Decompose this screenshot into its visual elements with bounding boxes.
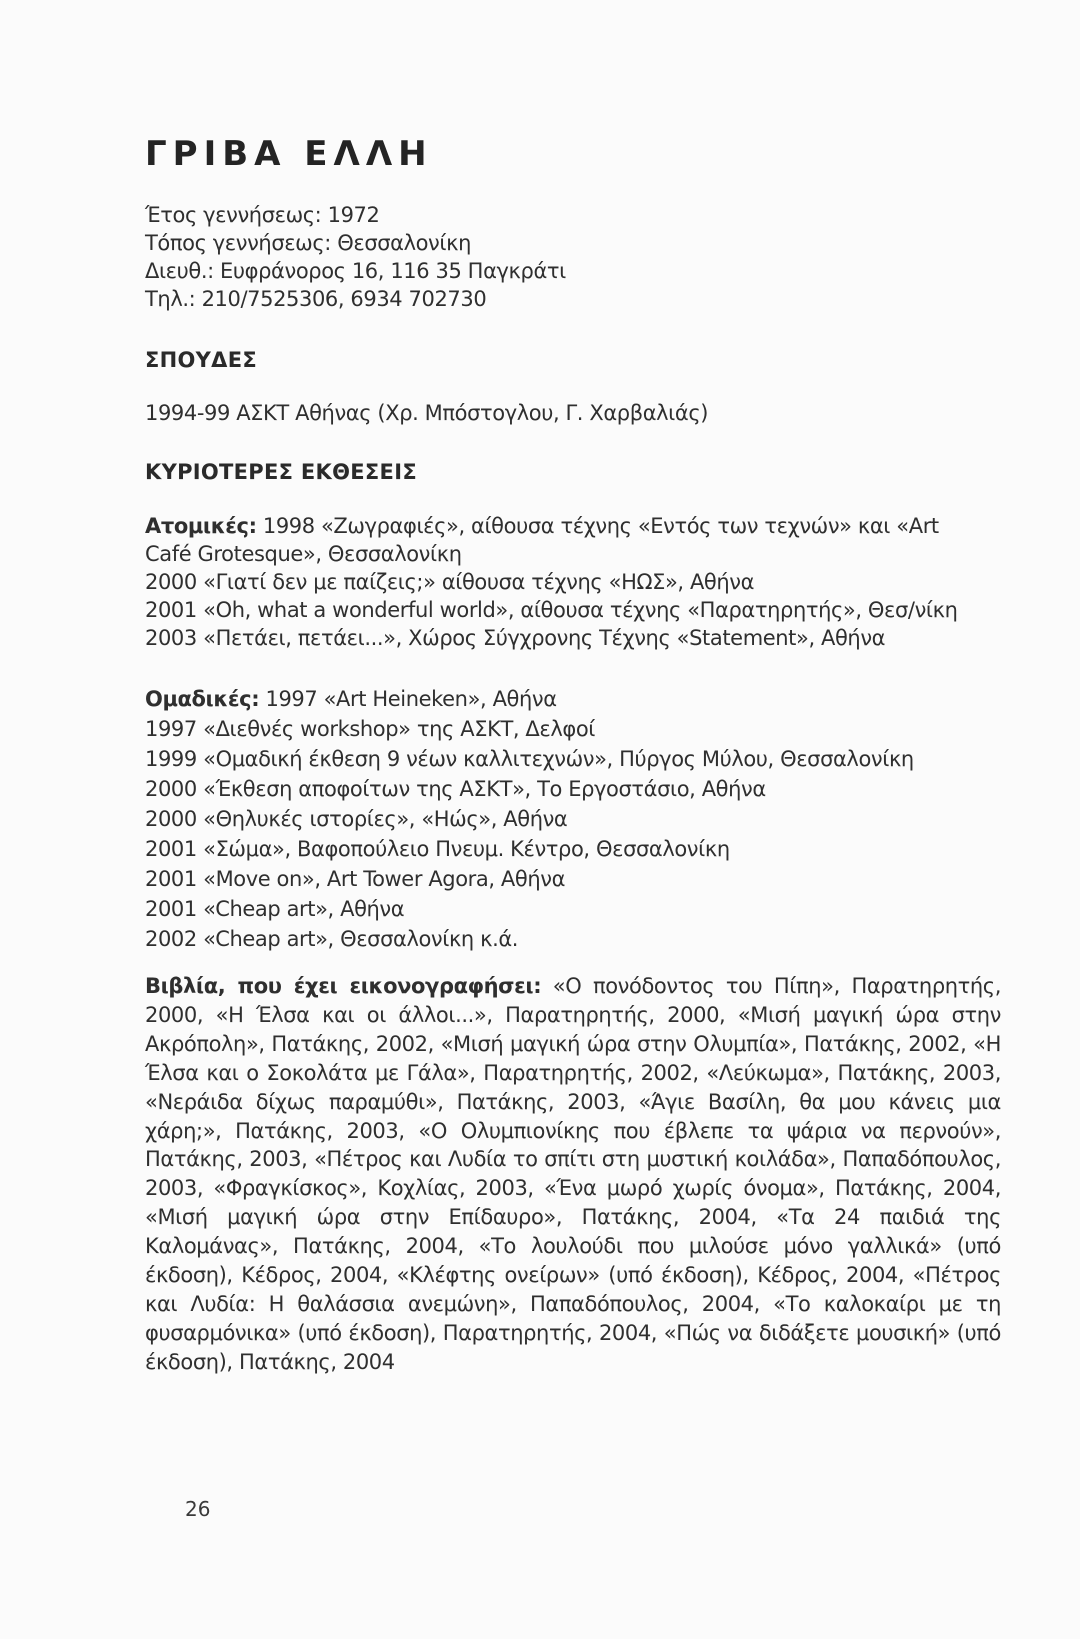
- books-label: Βιβλία, που έχει εικονογραφήσει:: [145, 974, 542, 998]
- address: Διευθ.: Ευφράνορος 16, 116 35 Παγκράτι: [145, 259, 566, 283]
- solo-exhibition-line: 2003 «Πετάει, πετάει...», Χώρος Σύγχρονης Τέχνης «Statement», Αθήνα: [145, 626, 886, 650]
- studies-heading: ΣΠΟΥΔΕΣ: [145, 348, 258, 372]
- group-exhibition-line: 2000 «Έκθεση αποφοίτων της ΑΣΚΤ», Το Εργοστάσιο, Αθήνα: [145, 777, 766, 801]
- studies-text: 1994-99 ΑΣΚΤ Αθήνας (Χρ. Μπόστογλου, Γ. Χαρβαλιάς): [145, 401, 709, 425]
- group-first-entry: 1997 «Art Heineken», Αθήνα: [259, 687, 557, 711]
- group-exhibition-line: 2001 «Σώμα», Βαφοπούλειο Πνευμ. Κέντρο, Θεσσαλονίκη: [145, 837, 730, 861]
- solo-exhibition-line: 2001 «Oh, what a wonderful world», αίθουσα τέχνης «Παρατηρητής», Θεσ/νίκη: [145, 598, 958, 622]
- page-number: 26: [185, 1497, 211, 1521]
- group-exhibition-line: 2000 «Θηλυκές ιστορίες», «Ηώς», Αθήνα: [145, 807, 568, 831]
- group-exhibition-line: 1999 «Ομαδική έκθεση 9 νέων καλλιτεχνών», Πύργος Μύλου, Θεσσαλονίκη: [145, 747, 914, 771]
- solo-label: Ατομικές:: [145, 514, 257, 538]
- solo-exhibition-line: 2000 «Γιατί δεν με παίζεις;» αίθουσα τέχνης «ΗΩΣ», Αθήνα: [145, 570, 755, 594]
- group-exhibition-line: 2001 «Cheap art», Αθήνα: [145, 897, 405, 921]
- birth-place: Τόπος γεννήσεως: Θεσσαλονίκη: [145, 231, 471, 255]
- birth-year: Έτος γεννήσεως: 1972: [145, 203, 380, 227]
- group-exhibition-line: 1997 «Διεθνές workshop» της ΑΣΚΤ, Δελφοί: [145, 717, 595, 741]
- solo-exhibition-line: Café Grotesque», Θεσσαλονίκη: [145, 542, 462, 566]
- books-list: «Ο πονόδοντος του Πίπη», Παρατηρητής, 2000, «Η Έλσα και οι άλλοι...», Παρατηρητής, 2000, «Μισή μαγική ώρα στην Ακρόπολη», Πατάκης, 2002, «Μισή μαγική ώρα στην Ολυμπία», Πατάκης, 2002, «Η Έλσα και ο Σοκολάτα με Γάλα», Παρατηρητής, 2002, «Λεύκωμα», Πατάκης, 2003, «Νεράιδα δίχως παραμύθι», Πατάκης, 2003, «Άγιε Βασίλη, θα μου κάνεις μια χάρη;», Πατάκης, 2003, «Ο Ολυμπιονίκης που έβλεπε τα ψάρια να περνούν», Πατάκης, 2003, «Πέτρος και Λυδία το σπίτι στη μυστική κοιλάδα», Παπαδόπουλος, 2003, «Φραγκίσκος», Κοχλίας, 2003, «Ένα μωρό χωρίς όνομα», Πατάκης, 2004, «Μισή μαγική ώρα στην Επίδαυρο», Πατάκης, 2004, «Τα 24 παιδιά της Καλομάνας», Πατάκης, 2004, «Το λουλούδι που μιλούσε μόνο γαλλικά» (υπό έκδοση), Κέδρος, 2004, «Κλέφτης ονείρων» (υπό έκδοση), Κέδρος, 2004, «Πέτρος και Λυδία: Η θαλάσσια ανεμώνη», Παπαδόπουλος, 2004, «Το καλοκαίρι με τη φυσαρμόνικα» (υπό έκδοση), Παρατηρητής, 2004, «Πώς να διδάξετε μουσική» (υπό έκδοση), Πατάκης, 2004: [145, 974, 1002, 1374]
- illustrated-books-paragraph: [145, 972, 1001, 1377]
- group-exhibitions-first: [145, 687, 557, 711]
- group-exhibition-line: 2001 «Move on», Art Tower Agora, Αθήνα: [145, 867, 566, 891]
- phone: Τηλ.: 210/7525306, 6934 702730: [145, 287, 487, 311]
- solo-exhibitions-first: [145, 514, 939, 538]
- exhibitions-heading: ΚΥΡΙΟΤΕΡΕΣ ΕΚΘΕΣΕΙΣ: [145, 460, 417, 484]
- artist-name-title: ΓΡΙΒΑ ΕΛΛΗ: [145, 134, 433, 174]
- solo-first-entry: 1998 «Ζωγραφιές», αίθουσα τέχνης «Εντός των τεχνών» και «Art: [256, 514, 939, 538]
- group-label: Ομαδικές:: [145, 687, 260, 711]
- group-exhibition-line: 2002 «Cheap art», Θεσσαλονίκη κ.ά.: [145, 927, 519, 951]
